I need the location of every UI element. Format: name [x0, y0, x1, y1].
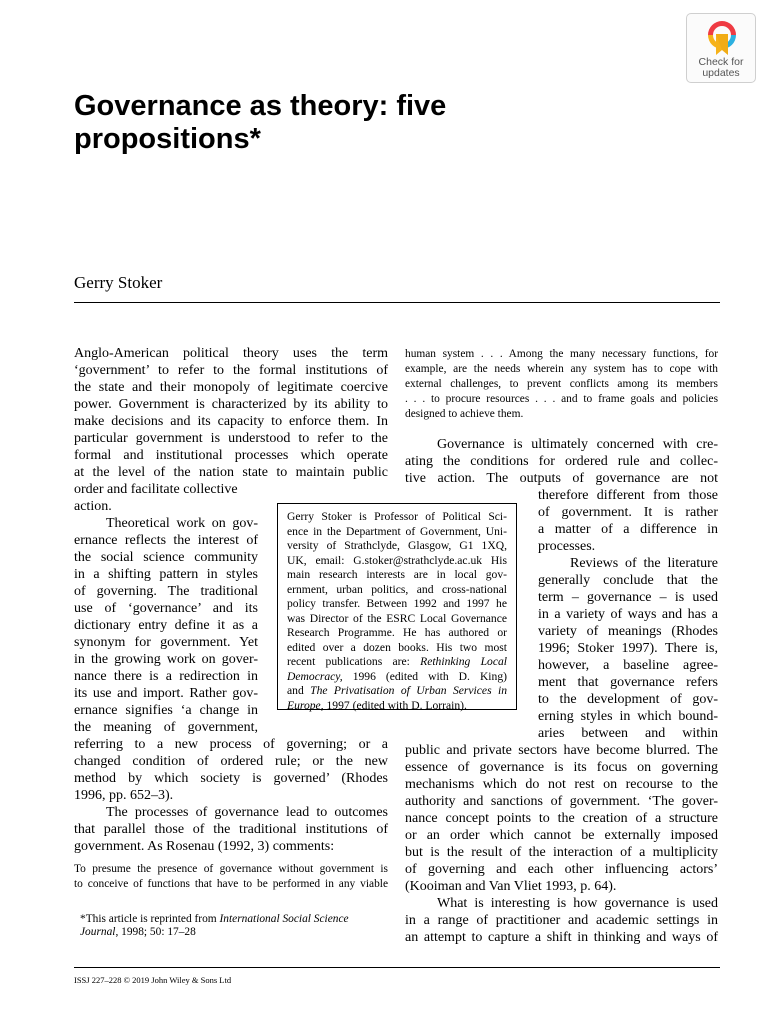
text-line: Anglo-American political theory uses the term [74, 346, 388, 361]
text-line: 1996, pp. 652–3). [74, 788, 174, 803]
footer-rule [74, 967, 720, 968]
book-title: The Privatisation of Urban Services in [310, 684, 507, 697]
text-line: method by which society is governed’ (Rhodes [74, 771, 388, 786]
text-line: the state and their monopoly of legitimate coercive [74, 380, 388, 395]
text-line: use of ‘governance’ and its [74, 601, 258, 616]
text-line: of governing. The traditional [74, 584, 258, 599]
bio-line: Gerry Stoker is Professor of Political Sci- [287, 510, 507, 523]
bio-line: versity of Strathclyde, Glasgow, G1 1XQ, [287, 539, 507, 552]
text-line: The processes of governance lead to outcomes [106, 805, 388, 820]
text-line: to the development of gov- [538, 692, 718, 707]
text-line: in a variety of ways and has a [538, 607, 718, 622]
text-line: make decisions and its capacity to enforce them. In [74, 414, 388, 429]
text-line: referring to a new process of governing; or a [74, 737, 388, 752]
bio-line [287, 699, 467, 714]
text-line: of governing and each other influencing actors’ [405, 862, 718, 877]
text-line: 1996; Stoker 1997). There is, [538, 641, 718, 656]
text-line: synonym for government. Yet [74, 635, 258, 650]
text-line: mechanisms which do not rest on recourse to the [405, 777, 718, 792]
text-line: (Kooiman and Van Vliet 1993, p. 64). [405, 879, 617, 894]
text-line: therefore different from those [538, 488, 718, 503]
text-line: What is interesting is how governance is used [437, 896, 718, 911]
bio-line: was Director of the ESRC Local Governance [287, 611, 507, 625]
bio-line [287, 655, 507, 670]
text-line: aries between and within [538, 726, 718, 741]
journal-title: Journal [80, 926, 116, 938]
author-name: Gerry Stoker [74, 273, 163, 292]
text-line: however, a baseline agree- [538, 658, 718, 673]
text-line: ating the conditions for ordered rule and collec- [405, 454, 718, 469]
text-line: at the level of the nation state to maintain public [74, 465, 388, 480]
text-line: ernance signifies ‘a change in [74, 703, 258, 718]
text-line: an attempt to capture a shift in thinking and ways of [405, 930, 718, 945]
text-line: Reviews of the literature [570, 556, 718, 571]
bio-line: policy transfer. Between 1992 and 1997 he [287, 597, 507, 610]
text-line: public and private sectors have become blurred. The [405, 743, 718, 758]
bio-line [287, 684, 507, 699]
footnote-text: *This article is reprinted from [80, 913, 220, 925]
book-title: Europe, [287, 698, 324, 712]
text-line: particular government is understood to refer to the [74, 431, 388, 446]
bio-line: Research Programme. He has authored or [287, 626, 507, 639]
article-title [74, 90, 634, 156]
bio-line [287, 670, 507, 685]
text-line: essence of governance is its focus on governing [405, 760, 718, 775]
text-line: authority and sanctions of government. ‘The gover- [405, 794, 718, 809]
text-line: that parallel those of the traditional institutions of [74, 822, 388, 837]
text-line: the meaning of government, [74, 720, 258, 735]
bio-text: recent publications are: [287, 655, 421, 668]
quote-line: example, are the needs wherein any system has to cope with [405, 363, 718, 375]
bio-line: ernment, urban politics, and cross-national [287, 582, 507, 596]
bio-line: edited over a dozen books. His two most [287, 640, 507, 654]
journal-title: International Social Science [219, 913, 349, 925]
text-line: formal and institutional processes which operate [74, 448, 388, 463]
text-line: the social science community [74, 550, 258, 565]
bio-line: main research interests are in local gov- [287, 568, 507, 581]
text-line: processes. [538, 539, 596, 554]
bio-line: UK, email: G.stoker@strathclyde.ac.uk His [287, 553, 507, 567]
title-line-2: propositions* [74, 123, 261, 155]
quote-line: To presume the presence of governance without government is [74, 863, 388, 875]
text-line: in a shifting pattern in styles [74, 567, 258, 582]
page-footer: ISSJ 227–228 © 2019 John Wiley & Sons Ltd [74, 975, 232, 985]
text-line: variety of meanings (Rhodes [538, 624, 718, 639]
text-line: term – governance – is used [538, 590, 718, 605]
footnote-line [80, 926, 196, 939]
text-line: a matter of a difference in [538, 522, 718, 537]
check-for-updates-badge[interactable] [686, 13, 756, 83]
text-line: Theoretical work on gov- [106, 516, 258, 531]
bio-text: 1997 (edited with D. Lorrain). [323, 698, 467, 712]
text-line: ment that governance refers [538, 675, 718, 690]
text-line: order and facilitate collective [74, 482, 238, 497]
bio-text: and [287, 684, 311, 697]
text-line: of government. It is rather [538, 505, 718, 520]
quote-line: external challenges, to prevent conflicts among its members [405, 378, 718, 390]
footnote-text: , 1998; 50: 17–28 [115, 926, 196, 938]
book-title: Rethinking Local [420, 655, 507, 668]
book-title: Democracy, [287, 669, 343, 683]
text-line: generally conclude that the [538, 573, 718, 588]
text-line: but is the result of the interaction of a multiplicity [405, 845, 718, 860]
bio-line: ence in the Department of Government, Uni- [287, 524, 507, 538]
title-line-1: Governance as theory: five [74, 90, 447, 122]
bio-text: 1996 (edited with D. King) [342, 669, 507, 683]
text-line: in a range of practitioner and academic settings in [405, 913, 718, 928]
quote-line: human system . . . Among the many necessary functions, for [405, 348, 718, 360]
text-line: erning styles in which bound- [538, 709, 718, 724]
text-line: power. Government is characterized by its ability to [74, 397, 388, 412]
text-line: nance concept points to the creation of a structure [405, 811, 718, 826]
quote-line: to conceive of functions that have to be performed in any viable [74, 878, 388, 890]
text-line: its use and import. Rather gov- [74, 686, 258, 701]
text-line: action. [74, 499, 112, 514]
badge-line2: updates [702, 67, 740, 79]
text-line: ernance reflects the interest of [74, 533, 258, 548]
text-line: changed condition of ordered rule; or the new [74, 754, 388, 769]
text-line: tive action. The outputs of governance are not [405, 471, 718, 486]
text-line: nance there is a redirection in [74, 669, 258, 684]
header-rule [74, 302, 720, 303]
text-line: or an order which cannot be externally imposed [405, 828, 718, 843]
text-line: in the growing work on gover- [74, 652, 258, 667]
crossmark-icon [705, 19, 739, 57]
text-line: Governance is ultimately concerned with cre- [437, 437, 718, 452]
text-line: government. As Rosenau (1992, 3) comments: [74, 839, 335, 854]
footnote-line [80, 913, 349, 926]
quote-line: designed to achieve them. [405, 408, 524, 420]
badge-line1: Check for [698, 56, 744, 68]
author-bio-box [277, 503, 517, 710]
text-line: dictionary entry define it as a [74, 618, 258, 633]
quote-line: . . . to procure resources . . . and to frame goals and policies [405, 393, 718, 405]
text-line: ‘government’ to refer to the formal institutions of [74, 363, 388, 378]
